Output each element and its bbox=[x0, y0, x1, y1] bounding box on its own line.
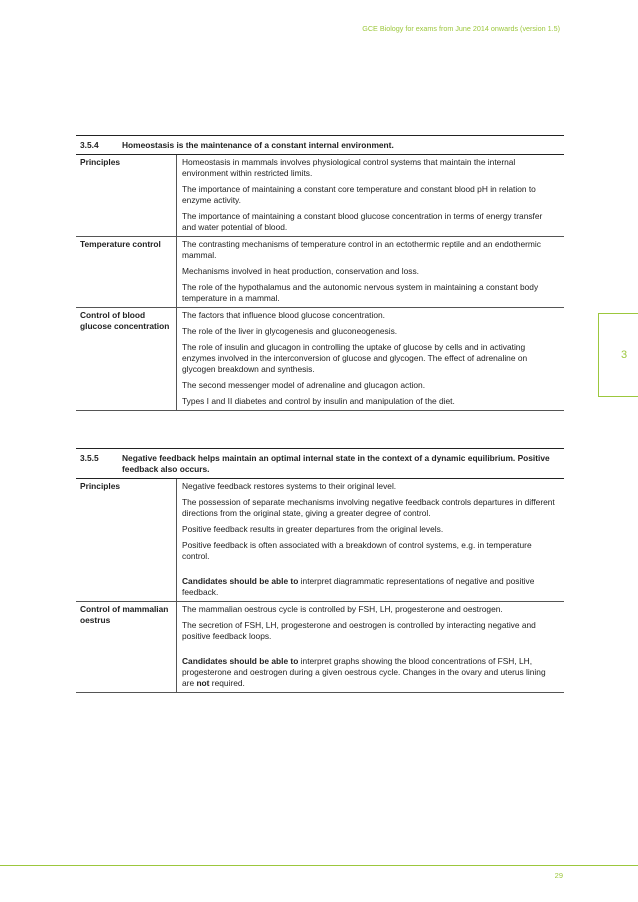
spec-point: The second messenger model of adrenaline and glucagon action. bbox=[182, 380, 426, 390]
candidates-emphasis: not bbox=[196, 678, 210, 688]
candidates-text: interpret diagrammatic representations of negative and positive feedback. bbox=[182, 576, 535, 597]
candidates-lead: Candidates should be able to bbox=[182, 656, 299, 666]
row-content bbox=[177, 602, 564, 692]
row-label: Principles bbox=[76, 479, 177, 601]
spec-section-3-5-5 bbox=[76, 448, 564, 693]
candidates-lead: Candidates should be able to bbox=[182, 576, 299, 586]
row-label: Control of mammalian oestrus bbox=[76, 602, 177, 692]
spec-point: The importance of maintaining a constant blood glucose concentration in terms of energy transfer and water potential of blood. bbox=[182, 211, 543, 232]
spec-point: Mechanisms involved in heat production, conservation and loss. bbox=[182, 266, 419, 276]
spec-point: Positive feedback results in greater departures from the original levels. bbox=[182, 524, 444, 534]
spec-section-3-5-4 bbox=[76, 135, 564, 411]
section-tab bbox=[598, 313, 638, 397]
row-label: Control of blood glucose concentration bbox=[76, 308, 177, 410]
section-title: Negative feedback helps maintain an optimal internal state in the context of a dynamic equilibrium. Positive feedback also occurs. bbox=[122, 453, 550, 474]
spec-point: Homeostasis in mammals involves physiological control systems that maintain the internal environment within restricted limits. bbox=[182, 157, 516, 178]
row-content bbox=[177, 479, 564, 601]
candidates-text: interpret graphs showing the blood concentrations of FSH, LH, progesterone and oestrogen during a given oestrous cycle. Changes in the ovary and uterus lining are bbox=[182, 656, 546, 688]
row-label: Principles bbox=[76, 155, 177, 236]
footer-divider bbox=[0, 865, 638, 866]
section-title: Homeostasis is the maintenance of a constant internal environment. bbox=[122, 140, 394, 150]
spec-row-mammalian-oestrus bbox=[76, 602, 564, 693]
spec-row-principles bbox=[76, 155, 564, 237]
spec-point: Positive feedback is often associated with a breakdown of control systems, e.g. in temperature control. bbox=[182, 540, 532, 561]
spec-header-title: GCE Biology for exams from June 2014 onwards (version 1.5) bbox=[362, 24, 560, 33]
section-heading bbox=[76, 135, 564, 155]
spec-point: The contrasting mechanisms of temperature control in an ectothermic reptile and an endothermic mammal. bbox=[182, 239, 541, 260]
spec-point: Types I and II diabetes and control by insulin and manipulation of the diet. bbox=[182, 396, 455, 406]
spec-point: The mammalian oestrous cycle is controlled by FSH, LH, progesterone and oestrogen. bbox=[182, 604, 503, 614]
spec-point: The role of the hypothalamus and the autonomic nervous system in maintaining a constant body temperature in a mammal. bbox=[182, 282, 539, 303]
candidates-skill bbox=[182, 576, 558, 598]
candidates-tail: required. bbox=[209, 678, 245, 688]
spec-point: Negative feedback restores systems to their original level. bbox=[182, 481, 397, 491]
spec-point: The factors that influence blood glucose concentration. bbox=[182, 310, 385, 320]
page-number: 29 bbox=[554, 871, 563, 880]
spec-point: The possession of separate mechanisms involving negative feedback controls departures in different directions from the original state, giving a greater degree of control. bbox=[182, 497, 555, 518]
section-number: 3.5.5 bbox=[80, 453, 99, 463]
section-number: 3.5.4 bbox=[80, 140, 99, 150]
spec-point: The secretion of FSH, LH, progesterone and oestrogen is controlled by interacting negative and positive feedback loops. bbox=[182, 620, 536, 641]
spec-point: The role of the liver in glycogenesis and gluconeogenesis. bbox=[182, 326, 398, 336]
row-label: Temperature control bbox=[76, 237, 177, 307]
spec-row-principles bbox=[76, 479, 564, 602]
candidates-skill bbox=[182, 656, 558, 689]
spec-point: The importance of maintaining a constant core temperature and constant blood pH in relation to enzyme activity. bbox=[182, 184, 536, 205]
spec-point: The role of insulin and glucagon in controlling the uptake of glucose by cells and in activating enzymes involved in the interconversion of glucose and glycogen. The effect of adrenaline on glycogen breakdown and synthesis. bbox=[182, 342, 528, 374]
spec-row-temperature-control bbox=[76, 237, 564, 308]
spec-row-blood-glucose bbox=[76, 308, 564, 411]
row-content bbox=[177, 237, 564, 307]
row-content bbox=[177, 155, 564, 236]
section-heading bbox=[76, 448, 564, 479]
section-tab-number: 3 bbox=[621, 349, 628, 361]
row-content bbox=[177, 308, 564, 410]
